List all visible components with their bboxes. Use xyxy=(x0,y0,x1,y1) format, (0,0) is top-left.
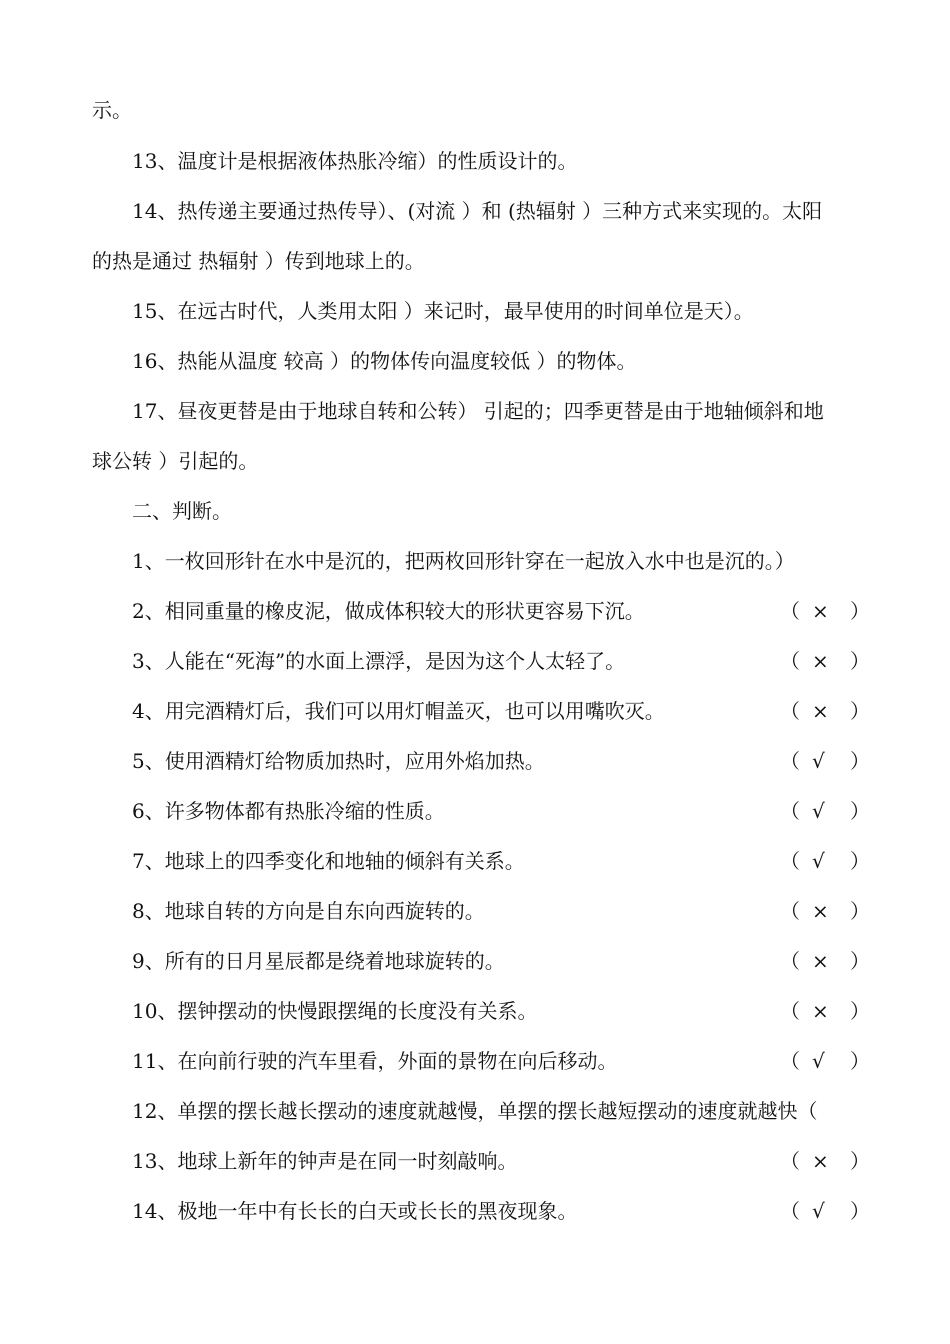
judgement-item-text: 10、摆钟摆动的快慢跟摆绳的长度没有关系。 xyxy=(132,999,538,1023)
answer-mark: × xyxy=(812,999,829,1023)
answer-open-paren: （ xyxy=(780,949,800,973)
answer-open-paren: （ xyxy=(780,649,800,673)
answer-open-paren: （ xyxy=(780,799,800,823)
section-heading-judgement: 二、判断。 xyxy=(132,499,232,523)
answer-close-paren: ） xyxy=(850,899,870,923)
answer-mark: × xyxy=(812,699,829,723)
judgement-item-text: 4、用完酒精灯后，我们可以用灯帽盖灭，也可以用嘴吹灭。 xyxy=(132,699,665,723)
judgement-item-text: 13、地球上新年的钟声是在同一时刻敲响。 xyxy=(132,1149,518,1173)
answer-open-paren: （ xyxy=(780,1049,800,1073)
judgement-row-9 xyxy=(0,948,950,974)
judgement-item-12: 12、单摆的摆长越长摆动的速度就越慢，单摆的摆长越短摆动的速度就越快（ xyxy=(132,1099,818,1123)
judgement-item-text: 8、地球自转的方向是自东向西旋转的。 xyxy=(132,899,485,923)
answer-close-paren: ） xyxy=(850,599,870,623)
answer-mark: √ xyxy=(812,799,825,823)
answer-mark: × xyxy=(812,1149,829,1173)
answer-close-paren: ） xyxy=(850,999,870,1023)
judgement-item-text: 3、人能在“死海”的水面上漂浮，是因为这个人太轻了。 xyxy=(132,649,626,673)
answer-open-paren: （ xyxy=(780,849,800,873)
fill-in-q15: 15、在远古时代，人类用太阳 ）来记时，最早使用的时间单位是天）。 xyxy=(132,299,754,323)
fill-in-q16: 16、热能从温度 较高 ）的物体传向温度较低 ）的物体。 xyxy=(132,349,637,373)
judgement-row-3 xyxy=(0,648,950,674)
fill-in-q17-line1: 17、昼夜更替是由于地球自转和公转） 引起的；四季更替是由于地轴倾斜和地 xyxy=(132,399,824,423)
judgement-row-4 xyxy=(0,698,950,724)
answer-open-paren: （ xyxy=(780,899,800,923)
answer-mark: √ xyxy=(812,849,825,873)
answer-open-paren: （ xyxy=(780,749,800,773)
answer-mark: × xyxy=(812,899,829,923)
answer-mark: × xyxy=(812,649,829,673)
fill-in-q14-line2: 的热是通过 热辐射 ）传到地球上的。 xyxy=(92,249,425,273)
judgement-item-text: 6、许多物体都有热胀冷缩的性质。 xyxy=(132,799,445,823)
judgement-row-11 xyxy=(0,1048,950,1074)
answer-close-paren: ） xyxy=(850,799,870,823)
judgement-item-text: 7、地球上的四季变化和地轴的倾斜有关系。 xyxy=(132,849,525,873)
answer-mark: √ xyxy=(812,749,825,773)
judgement-row-14 xyxy=(0,1198,950,1224)
answer-mark: × xyxy=(812,949,829,973)
fill-in-q17-line2: 球公转 ）引起的。 xyxy=(92,449,259,473)
answer-close-paren: ） xyxy=(850,949,870,973)
answer-close-paren: ） xyxy=(850,1149,870,1173)
fill-in-q13: 13、温度计是根据液体热胀冷缩）的性质设计的。 xyxy=(132,149,578,173)
answer-mark: √ xyxy=(812,1049,825,1073)
answer-open-paren: （ xyxy=(780,699,800,723)
answer-mark: × xyxy=(812,599,829,623)
judgement-item-1: 1、一枚回形针在水中是沉的，把两枚回形针穿在一起放入水中也是沉的。） xyxy=(132,549,795,573)
answer-open-paren: （ xyxy=(780,599,800,623)
answer-open-paren: （ xyxy=(780,999,800,1023)
judgement-row-6 xyxy=(0,798,950,824)
judgement-item-text: 14、极地一年中有长长的白天或长长的黑夜现象。 xyxy=(132,1199,578,1223)
judgement-row-7 xyxy=(0,848,950,874)
answer-close-paren: ） xyxy=(850,649,870,673)
answer-close-paren: ） xyxy=(850,849,870,873)
judgement-item-text: 5、使用酒精灯给物质加热时，应用外焰加热。 xyxy=(132,749,545,773)
answer-open-paren: （ xyxy=(780,1199,800,1223)
answer-close-paren: ） xyxy=(850,1049,870,1073)
answer-close-paren: ） xyxy=(850,699,870,723)
judgement-row-10 xyxy=(0,998,950,1024)
answer-close-paren: ） xyxy=(850,1199,870,1223)
judgement-item-text: 9、所有的日月星辰都是绕着地球旋转的。 xyxy=(132,949,505,973)
judgement-row-2 xyxy=(0,598,950,624)
fill-in-q14-line1: 14、热传递主要通过热传导）、(对流 ）和 (热辐射 ）三种方式来实现的。太阳 xyxy=(132,199,823,223)
judgement-item-text: 2、相同重量的橡皮泥，做成体积较大的形状更容易下沉。 xyxy=(132,599,645,623)
judgement-row-5 xyxy=(0,748,950,774)
answer-mark: √ xyxy=(812,1199,825,1223)
judgement-item-text: 11、在向前行驶的汽车里看，外面的景物在向后移动。 xyxy=(132,1049,618,1073)
answer-close-paren: ） xyxy=(850,749,870,773)
judgement-row-8 xyxy=(0,898,950,924)
judgement-row-13 xyxy=(0,1148,950,1174)
answer-open-paren: （ xyxy=(780,1149,800,1173)
continued-text: 示。 xyxy=(92,98,132,122)
